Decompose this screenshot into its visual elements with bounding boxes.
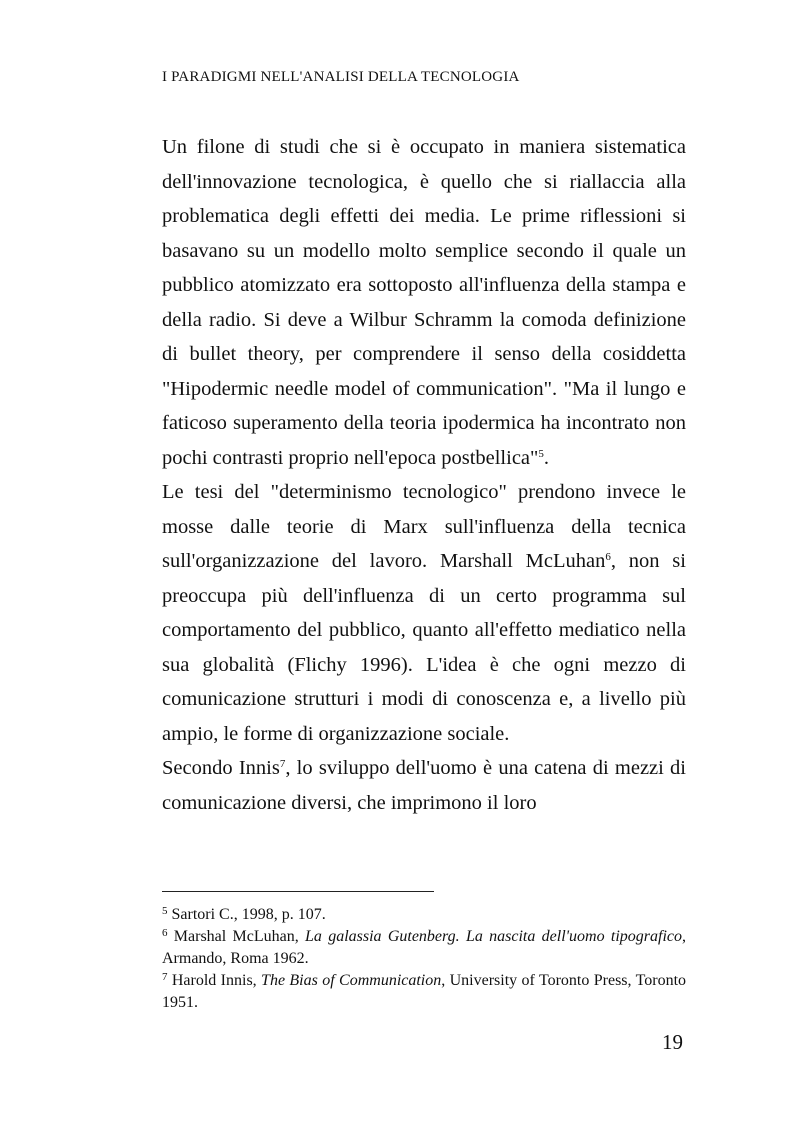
body-text	[162, 130, 686, 820]
running-header: I PARADIGMI NELL'ANALISI DELLA TECNOLOGIA	[162, 69, 520, 85]
paragraph: Le tesi del "determinismo tecnologico" prendono invece le mosse dalle teorie di Marx sull'influenza della tecnica sull'organizzazione del lavoro. Marshall McLuhan$^6$, non si preoccupa più dell'influenza di un certo programma sul comportamento del pubblico, quanto all'effetto mediatico nella sua globalità (Flichy 1996). L'idea è che ogni mezzo di comunicazione strutturi i modi di conoscenza e, a livello più ampio, le forme di organizzazione sociale.	[162, 481, 686, 745]
footnotes	[162, 904, 686, 1014]
page-number: 19	[662, 1030, 683, 1054]
paragraph: Secondo Innis$^7$, lo sviluppo dell'uomo è una catena di mezzi di comunicazione diversi, che imprimono il loro	[162, 757, 686, 814]
footnote: $^6$ Marshal McLuhan, La galassia Gutenberg. La nascita dell'uomo tipografico, Armando, Roma 1962.	[162, 927, 687, 967]
footnote-divider	[162, 891, 434, 892]
footnote-ref[interactable]: 6	[605, 551, 611, 563]
footnote-ref[interactable]: 7	[279, 758, 286, 770]
footnote: $^7$ Harold Innis, The Bias of Communication, University of Toronto Press, Toronto 1951.	[162, 971, 687, 1011]
paragraph: Un filone di studi che si è occupato in maniera sistematica dell'innovazione tecnologica, è quello che si riallaccia alla problematica degli effetti dei media. Le prime riflessioni si basavano su un modello molto semplice secondo il quale un pubblico atomizzato era sottoposto all'influenza della stampa e della radio. Si deve a Wilbur Schramm la comoda definizione di bullet theory, per comprendere il senso della cosiddetta "Hipodermic needle model of communication". "Ma il lungo e faticoso superamento della teoria ipodermica ha incontrato non pochi contrasti proprio nell'epoca postbellica"$^5$.	[162, 136, 686, 469]
footnote: $^5$ Sartori C., 1998, p. 107.	[162, 905, 326, 923]
footnote-ref[interactable]: 5	[538, 447, 544, 460]
